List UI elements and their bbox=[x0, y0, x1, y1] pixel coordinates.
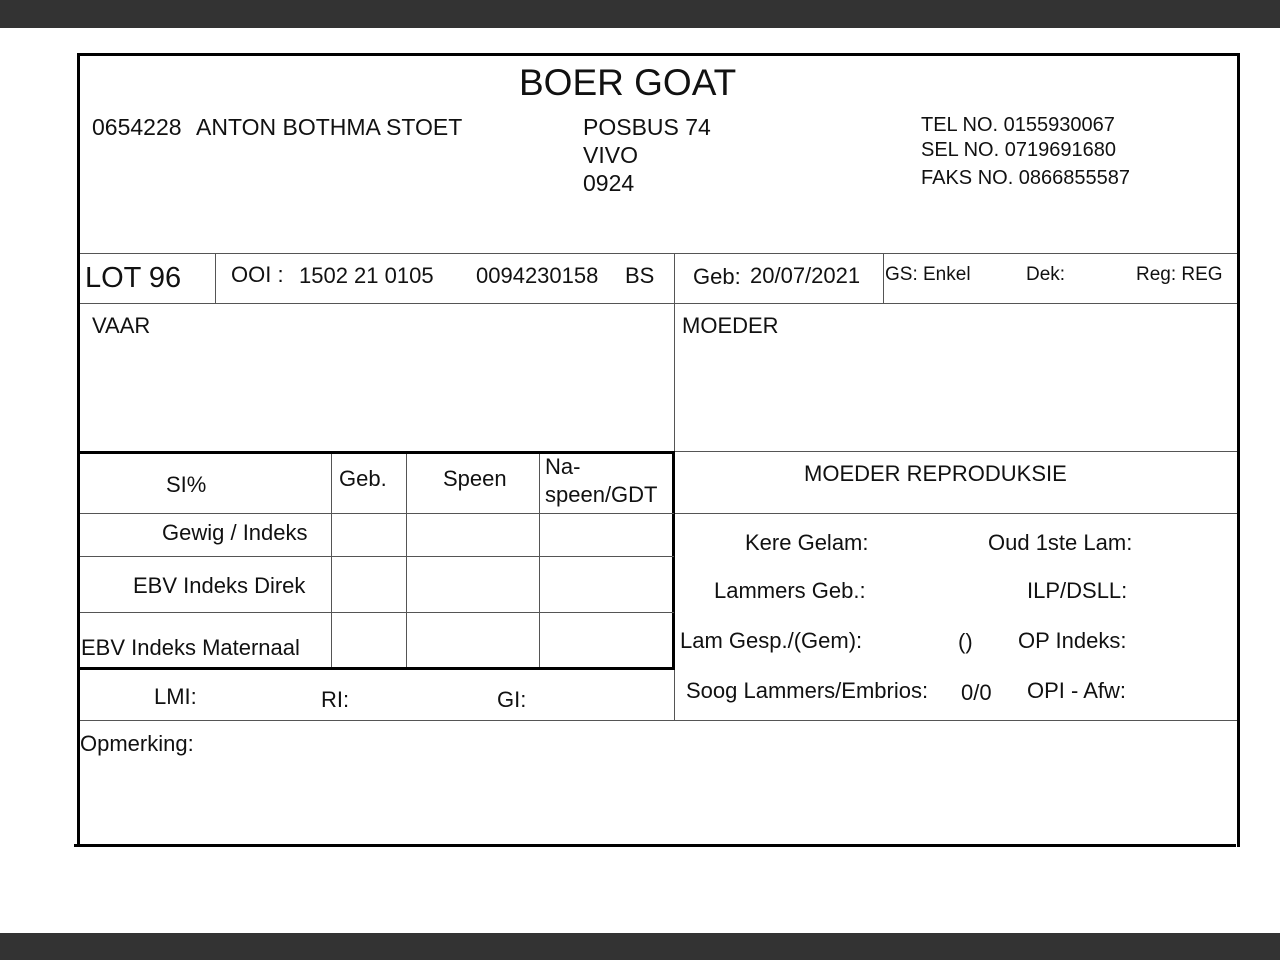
ooi-id: 1502 21 0105 bbox=[299, 263, 434, 288]
moeder-label: MOEDER bbox=[682, 313, 779, 338]
lammers-geb-label: Lammers Geb.: bbox=[714, 578, 866, 603]
header-naspeen-2: speen/GDT bbox=[545, 482, 658, 507]
breeder-name: ANTON BOTHMA STOET bbox=[196, 114, 463, 140]
lot-row-top-line bbox=[80, 253, 1237, 254]
sel-number: SEL NO. 0719691680 bbox=[921, 139, 1116, 161]
soog-value: 0/0 bbox=[961, 680, 992, 705]
breed-code: BS bbox=[625, 263, 655, 288]
indices-bottom-line bbox=[80, 720, 1237, 721]
growth-col-line-1 bbox=[331, 454, 332, 667]
bottom-dark-band bbox=[0, 933, 1280, 960]
ooi-label: OOI : bbox=[231, 262, 284, 287]
header-speen: Speen bbox=[443, 466, 507, 491]
lot-number: LOT 96 bbox=[85, 262, 182, 294]
lam-gesp-value: () bbox=[958, 629, 973, 654]
geb-label: Geb: bbox=[693, 264, 741, 289]
gs-value: GS: Enkel bbox=[885, 264, 971, 285]
frame-left bbox=[77, 53, 80, 847]
growth-col-line-3 bbox=[539, 454, 540, 667]
vaar-label: VAAR bbox=[92, 313, 151, 338]
address-line-1: POSBUS 74 bbox=[583, 114, 711, 140]
kere-gelam-label: Kere Gelam: bbox=[745, 530, 869, 555]
soog-lammers-label: Soog Lammers/Embrios: bbox=[686, 678, 929, 703]
opi-afw-label: OPI - Afw: bbox=[1027, 678, 1127, 703]
frame-top bbox=[77, 53, 1240, 56]
opmerking-label: Opmerking: bbox=[80, 731, 194, 756]
top-dark-band bbox=[0, 0, 1280, 28]
reg-status: Reg: REG bbox=[1136, 264, 1223, 285]
ri-label: RI: bbox=[321, 687, 350, 712]
row-ebv-maternaal: EBV Indeks Maternaal bbox=[81, 635, 300, 660]
growth-table-top bbox=[79, 451, 675, 454]
growth-table-right bbox=[672, 451, 675, 670]
op-indeks-label: OP Indeks: bbox=[1018, 628, 1127, 653]
document-title: BOER GOAT bbox=[519, 62, 737, 103]
lot-row-bottom-line bbox=[80, 303, 1237, 304]
row-ebv-direk: EBV Indeks Direk bbox=[133, 573, 306, 598]
reg-number: 0094230158 bbox=[476, 263, 599, 288]
growth-row-line-2 bbox=[80, 612, 674, 613]
tel-number: TEL NO. 0155930067 bbox=[921, 114, 1115, 136]
header-naspeen-1: Na- bbox=[545, 454, 581, 479]
address-line-3: 0924 bbox=[583, 170, 635, 196]
growth-header-line bbox=[80, 513, 674, 514]
growth-col-line-2 bbox=[406, 454, 407, 667]
geb-date: 20/07/2021 bbox=[750, 263, 861, 288]
pedigree-bottom-line-right bbox=[674, 451, 1237, 452]
header-geb: Geb. bbox=[339, 466, 387, 491]
repro-header-line bbox=[675, 513, 1237, 514]
repro-title: MOEDER REPRODUKSIE bbox=[804, 461, 1067, 486]
growth-table-bottom bbox=[79, 667, 675, 670]
lam-gesp-label: Lam Gesp./(Gem): bbox=[680, 628, 863, 653]
frame-right bbox=[1237, 53, 1240, 847]
oud-1ste-lam-label: Oud 1ste Lam: bbox=[988, 530, 1133, 555]
breeder-code: 0654228 bbox=[92, 114, 182, 140]
lot-divider-2 bbox=[674, 253, 675, 303]
growth-row-line-1 bbox=[80, 556, 674, 557]
lmi-label: LMI: bbox=[154, 684, 197, 709]
faks-number: FAKS NO. 0866855587 bbox=[921, 167, 1131, 189]
lot-divider-1 bbox=[215, 253, 216, 303]
header-si-pct: SI% bbox=[166, 472, 207, 497]
ilp-dsll-label: ILP/DSLL: bbox=[1027, 578, 1128, 603]
address-line-2: VIVO bbox=[583, 142, 638, 168]
frame-bottom bbox=[74, 844, 1236, 847]
gi-label: GI: bbox=[497, 687, 527, 712]
lot-divider-3 bbox=[883, 253, 884, 303]
row-gewig-indeks: Gewig / Indeks bbox=[162, 520, 308, 545]
dek-label: Dek: bbox=[1026, 264, 1066, 285]
